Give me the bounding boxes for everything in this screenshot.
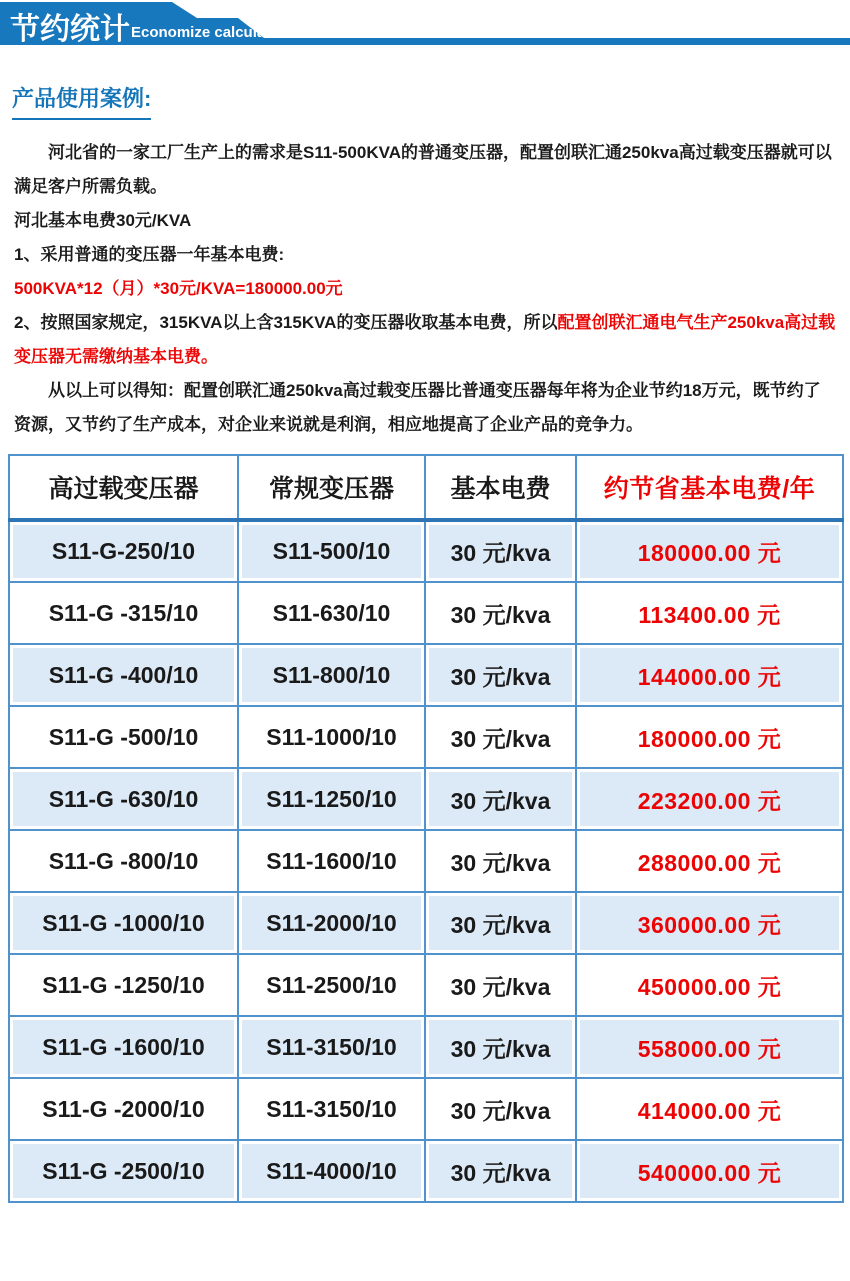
paragraph-conclusion: 从以上可以得知：配置创联汇通250kva高过载变压器比普通变压器每年将为企业节约18万元，既节约了资源，又节约了生产成本，对企业来说就是利润，相应地提高了企业产品的竞争力。: [14, 381, 821, 434]
table-row: [9, 768, 843, 830]
table-cell: S11-800/10: [238, 644, 425, 706]
table-cell: S11-1600/10: [238, 830, 425, 892]
table-cell: S11-G -500/10: [9, 706, 238, 768]
header-banner: [0, 0, 850, 46]
table-cell: S11-G -2500/10: [9, 1140, 238, 1202]
table-row: [9, 1016, 843, 1078]
paragraph-item1: 1、采用普通的变压器一年基本电费:: [14, 245, 285, 264]
paragraph-base-fee: 河北基本电费30元/KVA: [14, 211, 192, 230]
savings-cell: 180000.00 元: [576, 706, 843, 768]
table-cell: S11-4000/10: [238, 1140, 425, 1202]
section-title: 产品使用案例:: [12, 82, 151, 120]
table-row: [9, 1078, 843, 1140]
table-cell: 30 元/kva: [425, 1140, 576, 1202]
banner-title-zh: 节约统计: [10, 13, 130, 46]
table-cell: S11-G -315/10: [9, 582, 238, 644]
table-header-cell: 基本电费: [425, 455, 576, 520]
table-cell: S11-G -1600/10: [9, 1016, 238, 1078]
savings-cell: 180000.00 元: [576, 520, 843, 582]
table-cell: S11-630/10: [238, 582, 425, 644]
table-cell: S11-G -800/10: [9, 830, 238, 892]
table-header-cell: 常规变压器: [238, 455, 425, 520]
table-row: [9, 1140, 843, 1202]
table-cell: S11-2000/10: [238, 892, 425, 954]
table-row: [9, 954, 843, 1016]
table-cell: 30 元/kva: [425, 954, 576, 1016]
table-cell: S11-G -400/10: [9, 644, 238, 706]
savings-table: [8, 454, 844, 1203]
table-cell: S11-G -630/10: [9, 768, 238, 830]
savings-cell: 113400.00 元: [576, 582, 843, 644]
table-cell: S11-1000/10: [238, 706, 425, 768]
paragraph-item1-formula: 500KVA*12（月）*30元/KVA=180000.00元: [14, 279, 343, 298]
table-cell: S11-G -1000/10: [9, 892, 238, 954]
table-header-row: [9, 455, 843, 520]
table-cell: S11-G -1250/10: [9, 954, 238, 1016]
savings-cell: 144000.00 元: [576, 644, 843, 706]
item2-red-text: 配置创联汇通电气生产250kva高过载变压器无需缴纳基本电费。: [14, 313, 836, 366]
table-row: [9, 582, 843, 644]
table-cell: 30 元/kva: [425, 520, 576, 582]
savings-cell: 223200.00 元: [576, 768, 843, 830]
savings-cell: 360000.00 元: [576, 892, 843, 954]
table-cell: 30 元/kva: [425, 892, 576, 954]
banner-ribbon-shape: [0, 0, 850, 46]
table-cell: S11-2500/10: [238, 954, 425, 1016]
table-row: [9, 706, 843, 768]
savings-cell: 450000.00 元: [576, 954, 843, 1016]
table-cell: 30 元/kva: [425, 706, 576, 768]
table-cell: 30 元/kva: [425, 768, 576, 830]
banner-title-en: Economize calculation: [131, 24, 293, 41]
savings-cell: 558000.00 元: [576, 1016, 843, 1078]
body-copy: [14, 136, 836, 442]
savings-cell: 540000.00 元: [576, 1140, 843, 1202]
table-header-cell: 约节省基本电费/年: [576, 455, 843, 520]
table-cell: S11-1250/10: [238, 768, 425, 830]
table-cell: S11-G -2000/10: [9, 1078, 238, 1140]
table-row: [9, 520, 843, 582]
table-cell: 30 元/kva: [425, 582, 576, 644]
table-header-cell: 高过载变压器: [9, 455, 238, 520]
table-body: [9, 520, 843, 1202]
table-cell: 30 元/kva: [425, 1016, 576, 1078]
table-cell: S11-500/10: [238, 520, 425, 582]
paragraph-case-intro: 河北省的一家工厂生产上的需求是S11-500KVA的普通变压器，配置创联汇通250kva高过载变压器就可以满足客户所需负载。: [14, 143, 832, 196]
item2-black-text: 2、按照国家规定，315KVA以上含315KVA的变压器收取基本电费，所以: [14, 313, 558, 332]
table-cell: S11-3150/10: [238, 1016, 425, 1078]
savings-cell: 414000.00 元: [576, 1078, 843, 1140]
table-cell: S11-G-250/10: [9, 520, 238, 582]
table-cell: 30 元/kva: [425, 830, 576, 892]
table-row: [9, 644, 843, 706]
paragraph-item2: [14, 306, 836, 374]
table-cell: S11-3150/10: [238, 1078, 425, 1140]
table-cell: 30 元/kva: [425, 644, 576, 706]
table-cell: 30 元/kva: [425, 1078, 576, 1140]
table-row: [9, 830, 843, 892]
savings-cell: 288000.00 元: [576, 830, 843, 892]
table-row: [9, 892, 843, 954]
